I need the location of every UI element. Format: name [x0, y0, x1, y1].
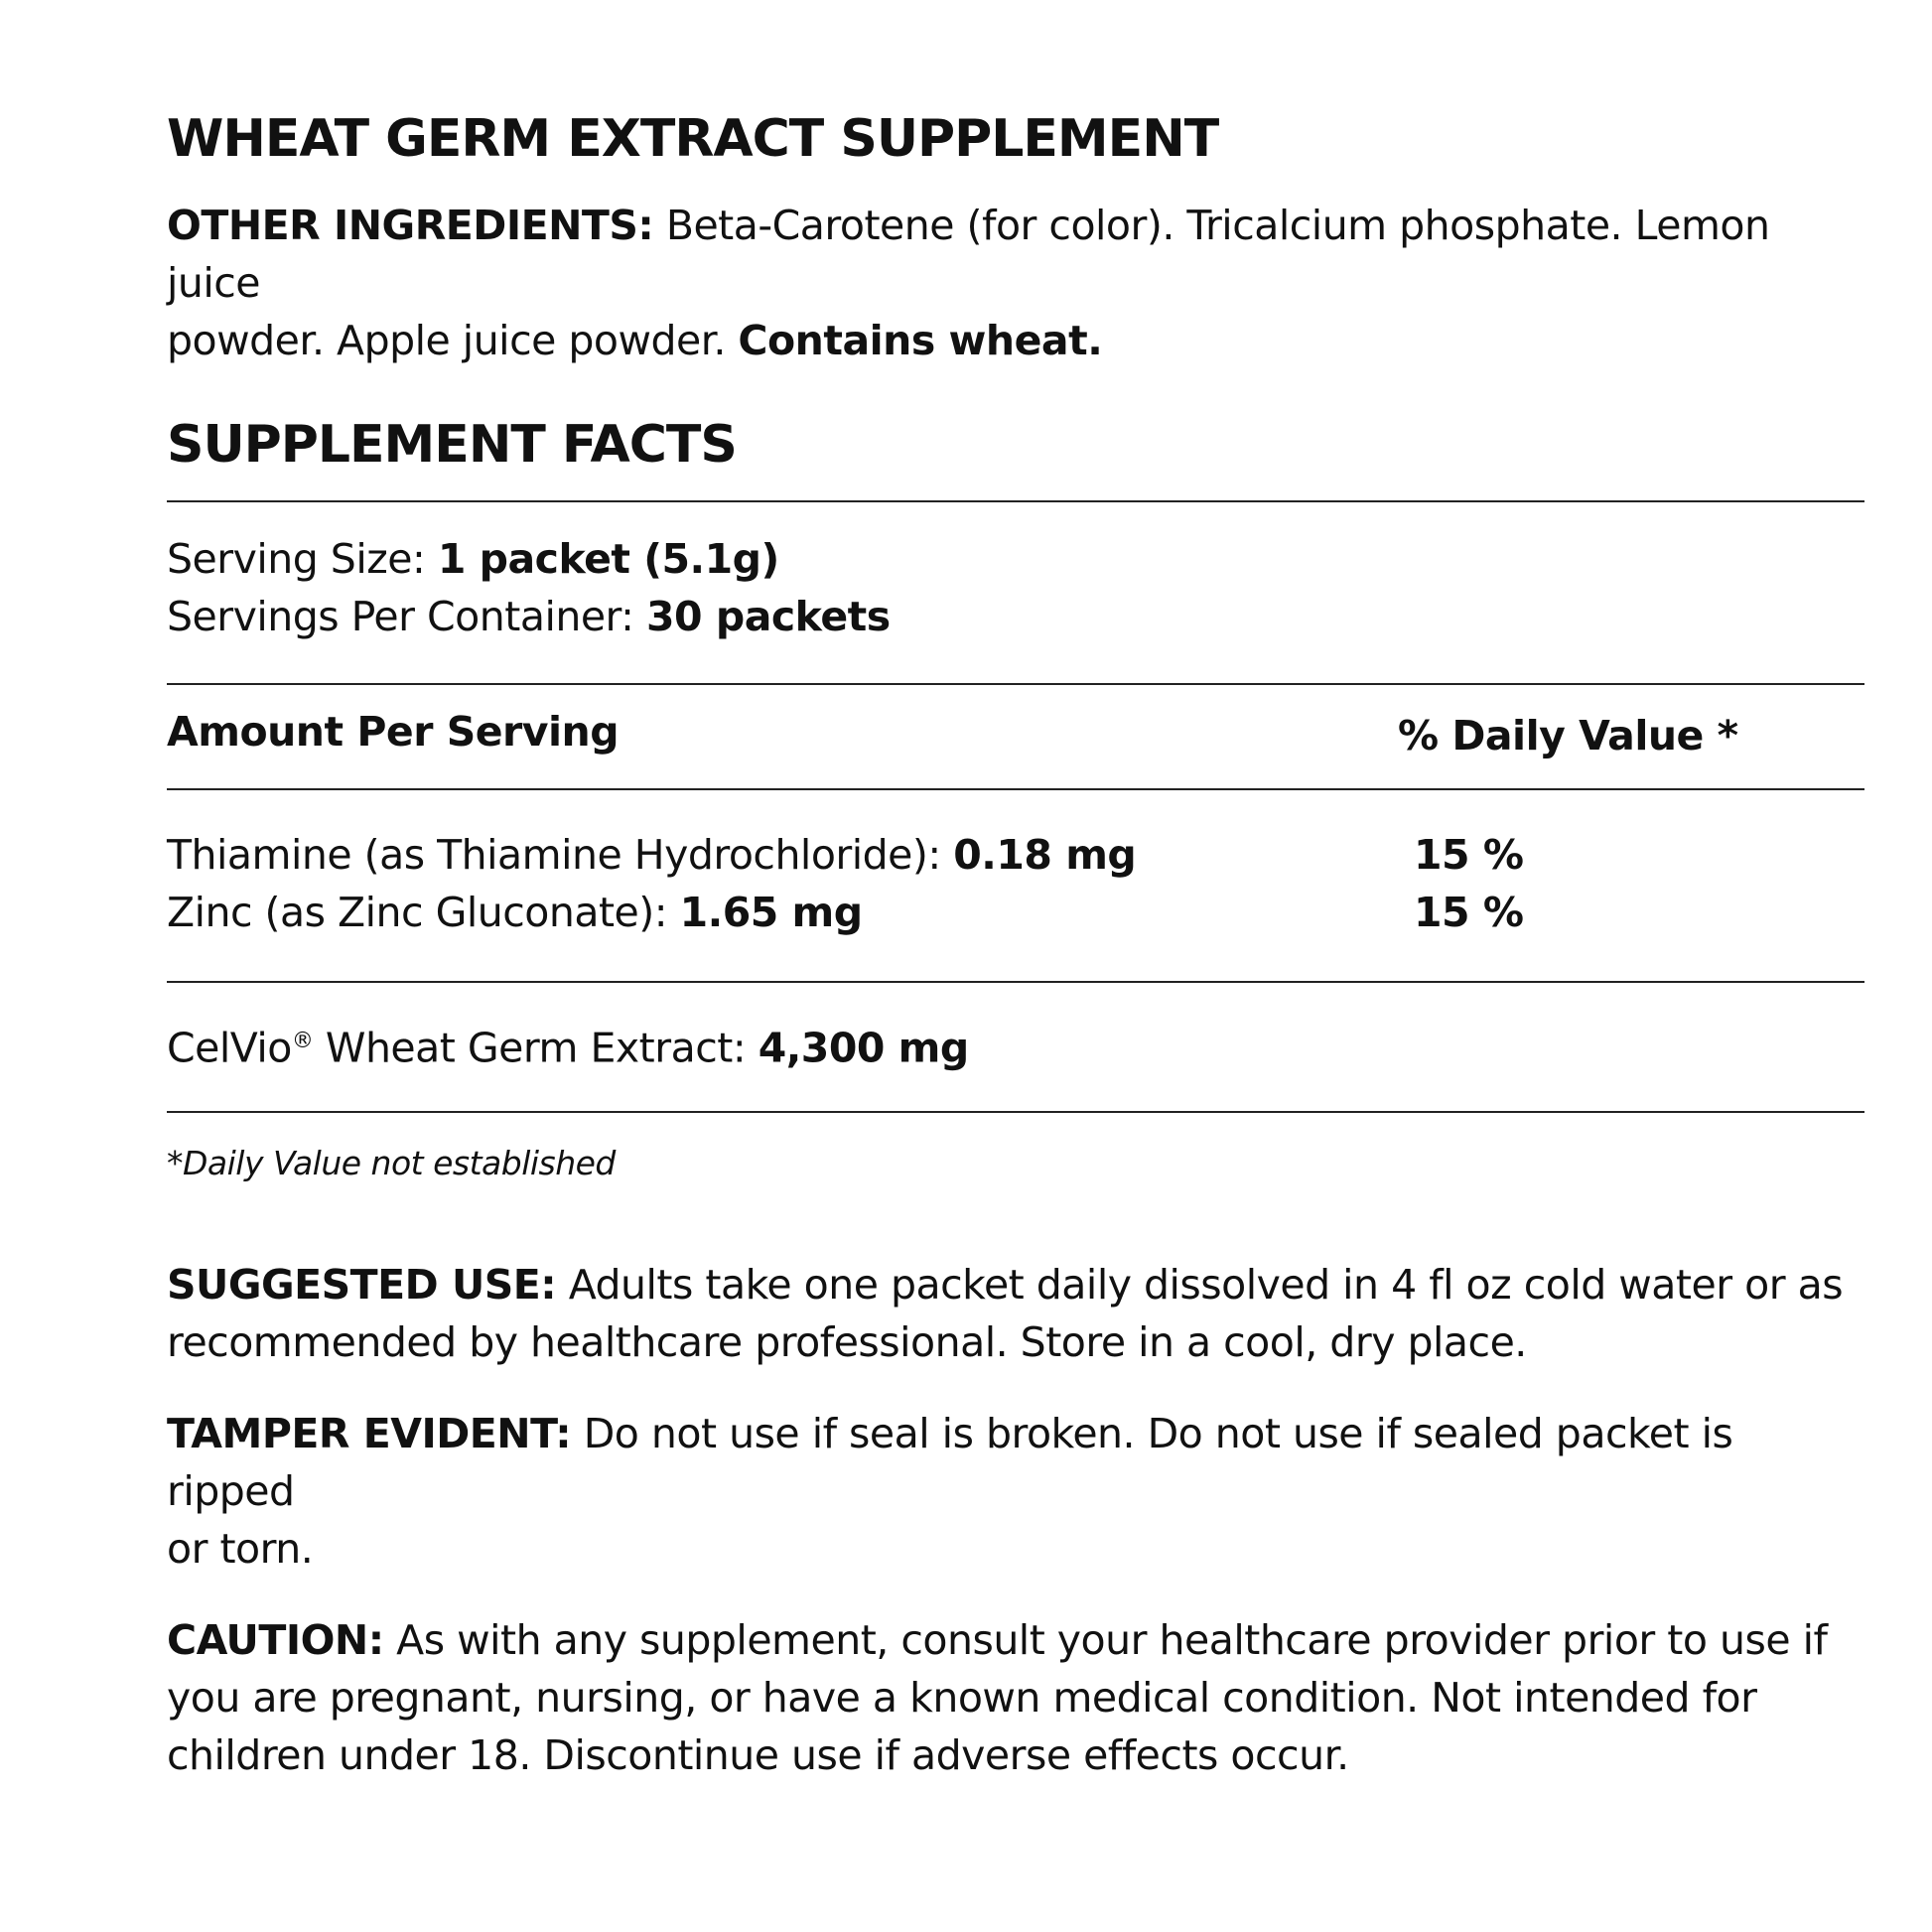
- serving-info: Serving Size: 1 packet (5.1g) Servings Per Container: 30 packets: [167, 535, 891, 640]
- divider: [167, 981, 1864, 983]
- other-ingredients-label: OTHER INGREDIENTS:: [167, 202, 654, 249]
- daily-value: 15 %: [1414, 831, 1524, 879]
- product-title: WHEAT GERM EXTRACT SUPPLEMENT: [167, 109, 1219, 169]
- other-ingredients: OTHER INGREDIENTS: Beta-Carotene (for color). Tricalcium phosphate. Lemon juice powder. Apple juice powder. Contains wheat.: [167, 202, 1770, 364]
- nutrient-list: [167, 826, 1864, 941]
- table-header: [167, 685, 1864, 788]
- suggested-use: SUGGESTED USE: Adults take one packet daily dissolved in 4 fl oz cold water or as recommended by healthcare professional. Store in a cool, dry place.: [167, 1260, 1844, 1366]
- supplement-label: [167, 99, 1864, 1784]
- tamper-evident: TAMPER EVIDENT: Do not use if seal is broken. Do not use if sealed packet is ripped or torn.: [167, 1409, 1733, 1573]
- footnote: *Daily Value not established: [167, 1143, 616, 1182]
- servings-value: 30 packets: [646, 593, 891, 640]
- extract-row: CelVio® Wheat Germ Extract: 4,300 mg: [167, 1024, 969, 1072]
- serving-size-value: 1 packet (5.1g): [437, 535, 779, 583]
- nutrient-row: Thiamine (as Thiamine Hydrochloride): 0.18 mg 15 %: [167, 826, 1864, 884]
- allergen-warning: Contains wheat.: [738, 317, 1103, 364]
- divider: [167, 788, 1864, 790]
- daily-value: 15 %: [1414, 889, 1524, 936]
- caution: CAUTION: As with any supplement, consult your healthcare provider prior to use if you are pregnant, nursing, or have a known medical condition. Not intended for children under 18. Discontinue use if adverse effects occur.: [167, 1615, 1828, 1779]
- col-amount: Amount Per Serving: [167, 708, 620, 756]
- facts-heading: SUPPLEMENT FACTS: [167, 415, 737, 475]
- divider: [167, 1111, 1864, 1113]
- col-daily-value: % Daily Value *: [1398, 712, 1738, 759]
- divider: [167, 500, 1864, 502]
- nutrient-row: Zinc (as Zinc Gluconate): 1.65 mg 15 %: [167, 884, 1864, 941]
